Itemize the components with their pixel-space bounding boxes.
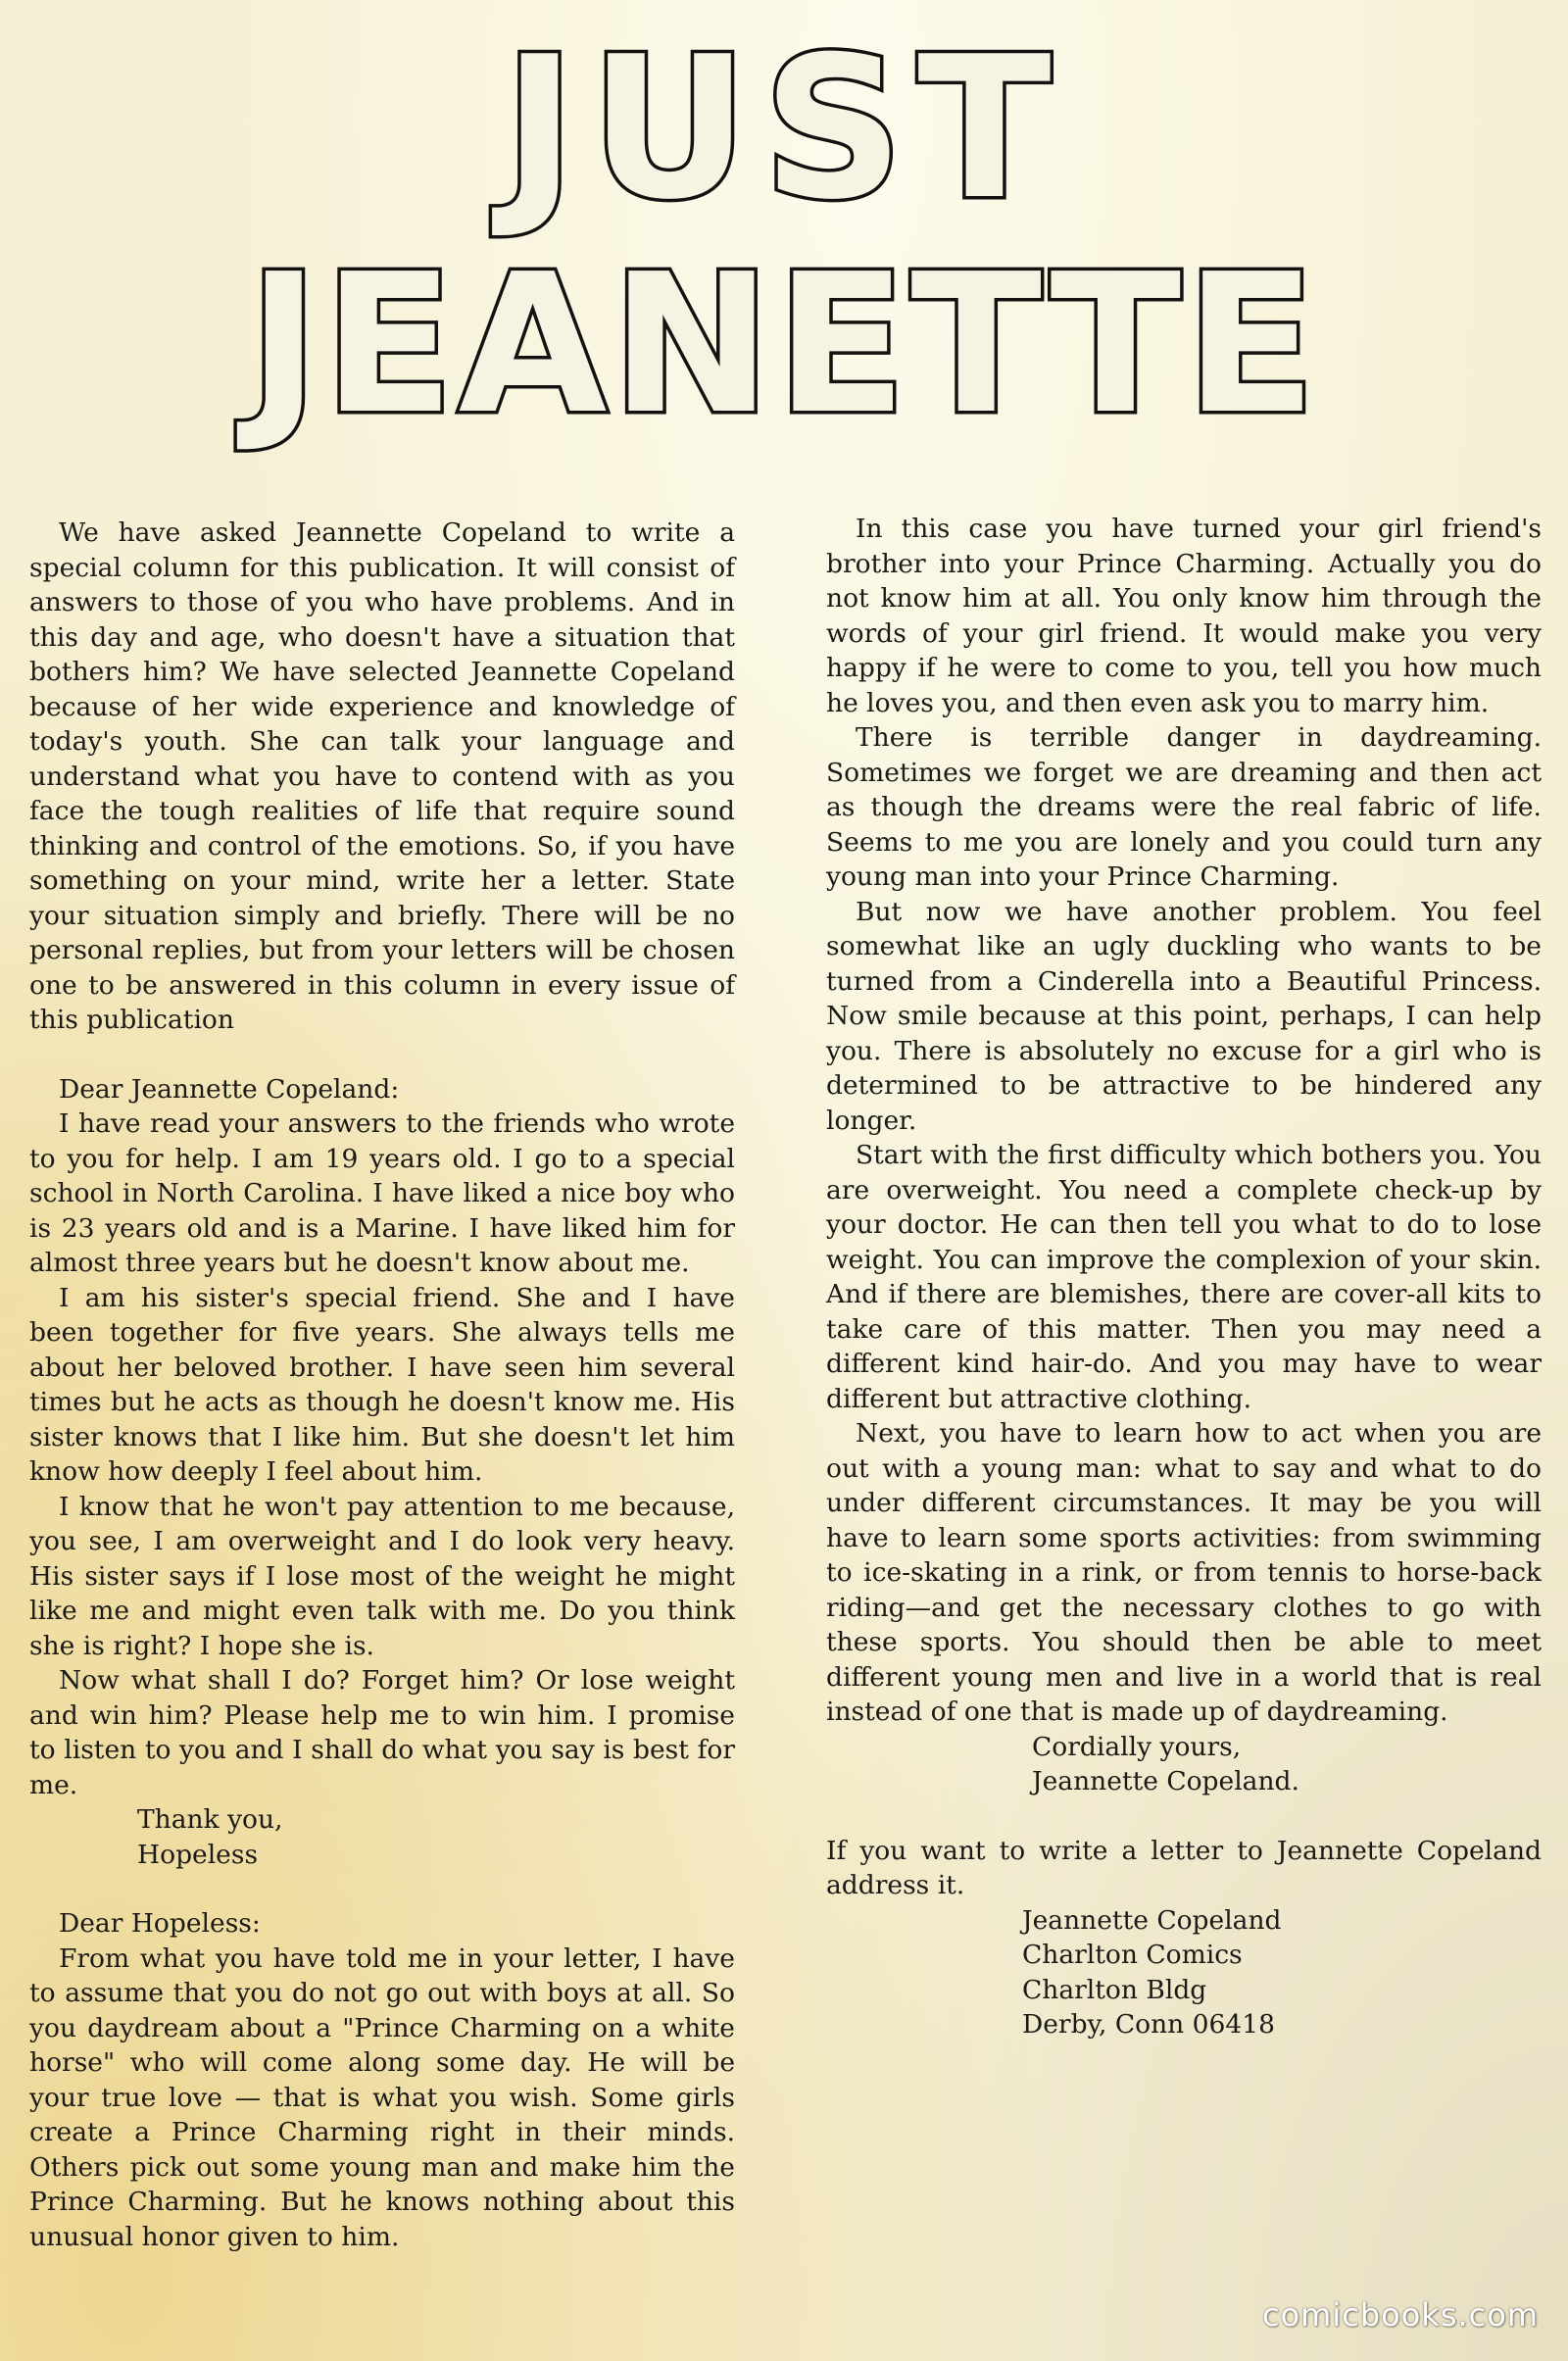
right-column [826,512,1542,2042]
letter-salutation: Dear Jeannette Copeland: [59,1073,400,1105]
address-line: Jeannette Copeland [1022,1904,1282,1936]
letter-paragraph: I know that he won't pay attention to me because, you see, I am overweight and I do look very heavy. His sister says if I lose most of the weight he might like me and might even talk with me. Do you think she is right? I hope she is. [29,1491,735,1661]
letter-signature: Hopeless [137,1839,259,1870]
reply-paragraph: In this case you have turned your girl friend's brother into your Prince Charming. Actually you do not know him at all. You only know him through the words of your girl friend. It would make you very happy if he were to come to you, tell you how much he loves you, and then even ask you to marry him. [826,514,1542,718]
page-title-line-2: JEANETTE [247,233,1321,457]
address-note: If you want to write a letter to Jeannette Copeland address it. [826,1835,1542,1900]
letter-paragraph: Now what shall I do? Forget him? Or lose weight and win him? Please help me to win him. I promise to listen to you and I shall do what you say is best for me. [29,1665,735,1800]
letter-paragraph: I am his sister's special friend. She and I have been together for five years. She always tells me about her beloved brother. I have seen him several times but he acts as though he doesn't know me. His sister knows that I like him. But she doesn't let him know how deeply I feel about him. [29,1282,735,1487]
reply-paragraph: But now we have another problem. You feel somewhat like an ugly duckling who wants to be turned from a Cinderella into a Beautiful Princess. Now smile because at this point, perhaps, I can help you. There is absolutely no excuse for a girl who is determined to be attractive to be hindered any longer. [826,896,1542,1136]
reply-paragraph: From what you have told me in your letter, I have to assume that you do not go out with boys at all. So you daydream about a "Prince Charming on a white horse" who will come along some day. He will be your true love — that is what you wish. Some girls create a Prince Charming right in their minds. Others pick out some young man and make him the Prince Charming. But he knows nothing about this unusual honor given to him. [29,1943,735,2252]
reply-paragraph: Start with the first difficulty which bothers you. You are overweight. You need a complete check-up by your doctor. He can then tell you what to do to lose weight. You can improve the complexion of your skin. And if there are blemishes, there are cover-all kits to take care of this matter. Then you may need a different kind hair-do. And you may have to wear different but attractive clothing. [826,1140,1542,1414]
reply-signature: Jeannette Copeland. [1032,1766,1299,1796]
address-line: Charlton Comics [1022,1940,1243,1970]
reply-closing: Cordially yours, [1032,1731,1242,1762]
address-line: Derby, Conn 06418 [1022,2009,1275,2040]
watermark: comicbooks.com [1261,2296,1539,2334]
left-column [29,516,735,2254]
page-title-line-1: JUST [503,15,1065,243]
address-line: Charlton Bldg [1022,1974,1207,2005]
intro-paragraph: We have asked Jeannette Copeland to write a special column for this publication. It will consist of answers to those of you who have problems. And in this day and age, who doesn't have a situation that bothers him? We have selected Jeannette Copeland because of her wide experience and knowledge of today's youth. She can talk your language and understand what you have to contend with as you face the tough realities of life that require sound thinking and control of the emotions. So, if you have something on your mind, write her a letter. State your situation simply and briefly. There will be no personal replies, but from your letters will be chosen one to be answered in this column in every issue of this publication [29,517,735,1035]
reply-paragraph: There is terrible danger in daydreaming. Sometimes we forget we are dreaming and then act as though the dreams were the real fabric of life. Seems to me you are lonely and you could turn any young man into your Prince Charming. [826,722,1542,892]
reply-salutation: Dear Hopeless: [59,1908,261,1939]
letter-paragraph: I have read your answers to the friends who wrote to you for help. I am 19 years old. I go to a special school in North Carolina. I have liked a nice boy who is 23 years old and is a Marine. I have liked him for almost three years but he doesn't know about me. [29,1108,735,1278]
letter-closing: Thank you, [137,1804,283,1835]
reply-paragraph: Next, you have to learn how to act when you are out with a young man: what to say and what to do under different circumstances. It may be you will have to learn some sports activities: from swimming to ice-skating in a rink, or from tennis to horse-back riding—and get the necessary clothes to go with these sports. You should then be able to meet different young men and live in a world that is real instead of one that is made up of daydreaming. [826,1418,1542,1727]
